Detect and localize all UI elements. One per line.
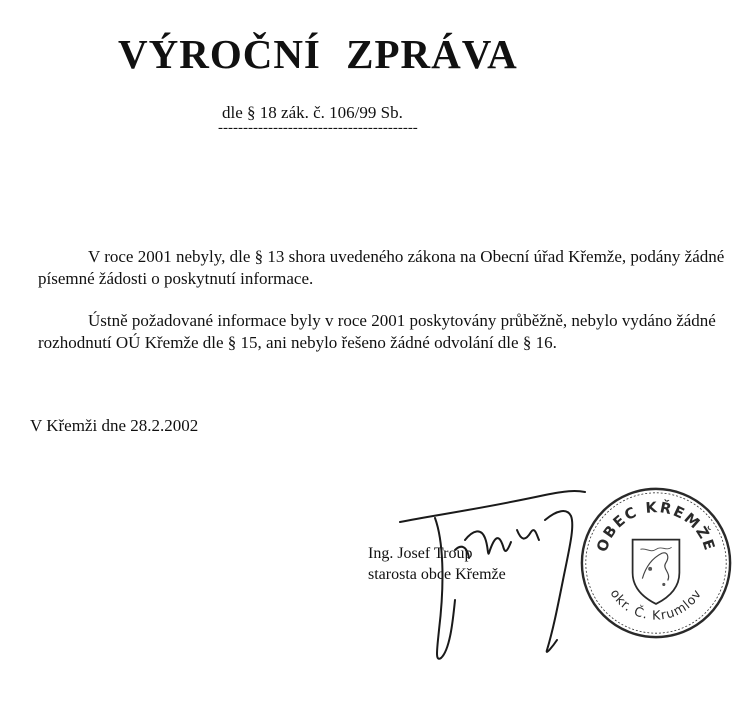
signer-role: starosta obce Křemže [368,566,506,583]
stamp-top-text: OBEC KŘEMŽE [593,498,719,555]
municipal-stamp [578,485,734,641]
document-subtitle: dle § 18 zák. č. 106/99 Sb. [222,103,403,122]
place-and-date: V Křemži dne 28.2.2002 [30,416,199,435]
coat-of-arms-shield-icon [633,540,680,604]
subtitle-underline: ---------------------------------------- [218,120,418,136]
signer-name: Ing. Josef Troup [368,545,473,562]
paragraph-oral-requests: Ústně požadované informace byly v roce 2001 poskytovány průběžně, nebylo vydáno žádné rozhodnutí OÚ Křemže dle § 15, ani nebylo řešeno žádné odvolání dle § 16. [38,311,716,352]
document-title: VÝROČNÍ ZPRÁVA [118,31,518,77]
handwritten-signature [395,480,605,680]
stamp-bottom-text: okr. Č. Krumlov [607,586,705,623]
paragraph-written-requests: V roce 2001 nebyly, dle § 13 shora uvedeného zákona na Obecní úřad Křemže, podány žádné písemné žádosti o poskytnutí informace. [38,247,725,288]
